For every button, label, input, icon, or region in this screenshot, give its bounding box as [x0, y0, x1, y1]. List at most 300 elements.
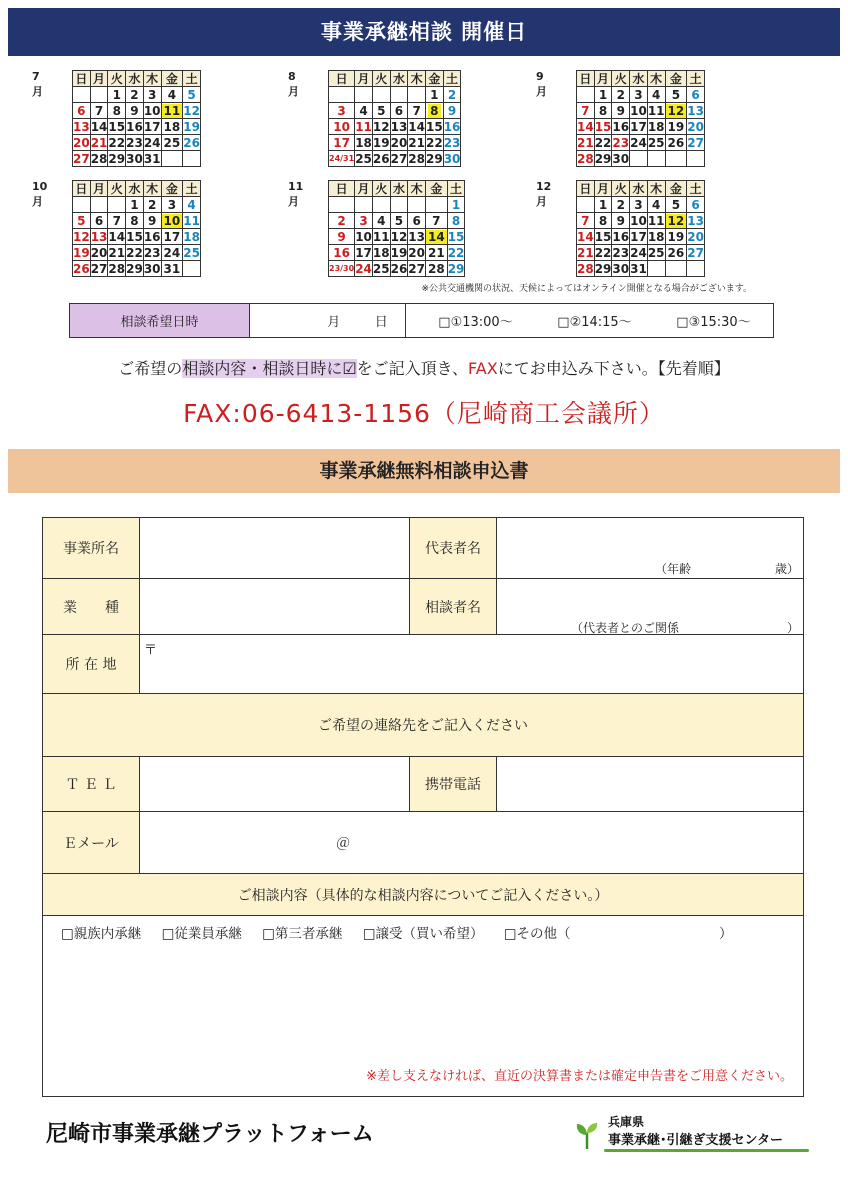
day-number: 27 [73, 151, 90, 166]
weekday-header: 月 [594, 71, 612, 87]
time-slot-3-checkbox[interactable]: □③15:30～ [676, 315, 751, 330]
calendar-day [443, 135, 461, 151]
day-number: 20 [390, 135, 408, 150]
calendar-day [73, 261, 91, 277]
day-number: 22 [108, 135, 126, 150]
calendar-day [426, 261, 448, 277]
time-slot-2-checkbox[interactable]: □②14:15～ [557, 315, 632, 330]
weekday-header: 火 [612, 181, 630, 197]
calendar-day [612, 103, 630, 119]
calendar-day [665, 229, 687, 245]
email-label: Ｅメール [43, 812, 140, 874]
calendar-day [612, 229, 630, 245]
calendar-day [73, 213, 91, 229]
calendar-day [90, 151, 108, 167]
weekday-header: 木 [647, 71, 665, 87]
day-number: 28 [577, 261, 594, 276]
weekday-header: 土 [687, 71, 705, 87]
weekday-header: 火 [372, 71, 390, 87]
day-number: 24 [630, 135, 647, 150]
document-note: ※差し支えなければ、直近の決算書または確定申告書をご用意ください。 [366, 1069, 793, 1084]
calendar-day [647, 261, 665, 277]
calendar-month-label: 7月 [32, 70, 43, 98]
office-name-input[interactable] [140, 518, 410, 579]
calendar-day [161, 119, 183, 135]
calendar-day [687, 151, 705, 167]
prefecture-name: 兵庫県 [608, 1115, 645, 1129]
calendar-day [447, 261, 465, 277]
calendar-day [577, 103, 595, 119]
calendar-day [108, 261, 126, 277]
day-number: 21 [577, 245, 594, 260]
calendar-day [143, 245, 161, 261]
calendar-day [126, 197, 144, 213]
calendar-day [372, 135, 390, 151]
day-number: 15 [594, 119, 612, 134]
weekday-header: 木 [143, 71, 161, 87]
day-number: 25 [355, 151, 372, 166]
calendar-day [108, 103, 126, 119]
calendar-day [355, 103, 373, 119]
office-name-label: 事業所名 [43, 518, 140, 579]
calendar-day [73, 197, 91, 213]
weekday-header: 日 [73, 181, 91, 197]
calendar-day [183, 151, 201, 167]
calendar-day [161, 213, 183, 229]
day-number: 12 [183, 103, 200, 118]
day-number: 23 [612, 135, 630, 150]
center-name: 事業承継･引継ぎ支援センター [608, 1133, 783, 1148]
mobile-input[interactable] [497, 757, 803, 812]
calendar-day [73, 245, 91, 261]
calendar-day [372, 197, 390, 213]
instruction-text-1: ご希望の [118, 359, 183, 378]
calendar-day [372, 119, 390, 135]
day-number: 1 [112, 87, 121, 102]
calendar-day [355, 261, 373, 277]
day-number: 19 [372, 135, 390, 150]
day-number: 26 [667, 245, 685, 260]
weekday-header: 日 [329, 71, 355, 87]
day-number: 22 [594, 245, 612, 260]
day-number: 3 [337, 103, 346, 118]
calendar-day [390, 119, 408, 135]
day-number: 13 [390, 119, 408, 134]
weekday-header: 月 [355, 71, 373, 87]
weekday-header: 日 [577, 181, 595, 197]
day-number: 1 [451, 197, 461, 212]
application-form [42, 517, 804, 1097]
tel-input[interactable] [140, 757, 410, 812]
day-number: 12 [390, 229, 408, 244]
preferred-date-field[interactable] [250, 304, 406, 337]
day-number: 2 [130, 87, 139, 102]
consultant-input[interactable] [497, 579, 803, 635]
industry-input[interactable] [140, 579, 410, 635]
calendar-day [183, 87, 201, 103]
calendar-day [594, 135, 612, 151]
calendar-day [687, 261, 705, 277]
weekday-header: 水 [126, 181, 144, 197]
calendar-day [594, 197, 612, 213]
weekday-header: 日 [329, 181, 355, 197]
instruction-text-3: にてお申込み下さい。【先着順】 [497, 359, 730, 378]
day-number: 6 [412, 213, 421, 228]
calendar-day [329, 119, 355, 135]
day-number: 9 [147, 213, 157, 228]
calendar-day [687, 87, 705, 103]
calendar-day [426, 151, 444, 167]
calendar-day [90, 119, 108, 135]
calendar-day [630, 135, 648, 151]
day-number: 21 [408, 135, 425, 150]
calendar-day [665, 87, 687, 103]
calendar-day [594, 87, 612, 103]
day-number: 7 [412, 103, 421, 118]
sprout-icon [574, 1121, 600, 1149]
calendar-day [408, 261, 426, 277]
calendar-grid [72, 180, 201, 277]
calendar-day [355, 87, 373, 103]
calendar-day [647, 135, 665, 151]
day-number: 26 [372, 151, 390, 166]
calendar-day [90, 229, 108, 245]
day-number: 16 [126, 119, 143, 134]
weekday-header: 木 [143, 181, 161, 197]
weekday-header: 木 [647, 181, 665, 197]
event-day-highlight: 12 [667, 103, 685, 118]
day-number: 16 [333, 245, 350, 260]
calendar-day [183, 229, 201, 245]
day-number: 5 [377, 103, 386, 118]
day-number: 29 [447, 261, 465, 276]
calendar-day [329, 213, 355, 229]
day-number: 12 [73, 229, 90, 244]
day-number: 4 [377, 213, 386, 228]
weekday-header: 金 [426, 71, 444, 87]
calendar-day [630, 229, 648, 245]
weekday-header: 金 [426, 181, 448, 197]
address-label: 所 在 地 [43, 635, 140, 694]
calendar-day [408, 245, 426, 261]
calendar-grid [328, 70, 461, 167]
calendar-day [329, 87, 355, 103]
calendar-month-label: 12月 [536, 180, 552, 208]
day-number: 9 [616, 213, 625, 228]
day-number: 26 [667, 135, 685, 150]
employee-succession-checkbox[interactable]: □従業員承継 [161, 926, 242, 942]
day-number: 16 [612, 229, 630, 244]
weekday-header: 水 [630, 181, 648, 197]
day-number: 30 [612, 261, 630, 276]
day-number: 23 [443, 135, 461, 150]
calendar-day [687, 245, 705, 261]
age-note: （年齢 歳） [654, 562, 799, 576]
calendar-day [390, 87, 408, 103]
calendar-day [408, 119, 426, 135]
calendar-note: ※公共交通機関の状況、天候によってはオンライン開催となる場合がございます。 [421, 284, 752, 294]
day-number: 6 [94, 213, 104, 228]
calendar-day [426, 87, 444, 103]
calendar-day [647, 245, 665, 261]
family-succession-checkbox[interactable]: □親族内承継 [61, 926, 142, 942]
day-number: 18 [355, 135, 372, 150]
calendar-day [443, 119, 461, 135]
day-number: 17 [143, 119, 161, 134]
calendar-day [372, 229, 390, 245]
calendar-day [426, 245, 448, 261]
calendar-grid [72, 70, 201, 167]
day-number: 11 [647, 103, 665, 118]
calendar-day [408, 135, 426, 151]
calendar-day [161, 197, 183, 213]
instruction-highlight: 相談内容・相談日時に☑ [182, 359, 357, 378]
acquisition-checkbox[interactable]: □譲受（買い希望） [362, 926, 484, 942]
day-number: 22 [126, 245, 143, 260]
calendar-day [594, 151, 612, 167]
calendar-day [90, 103, 108, 119]
day-number: 19 [667, 229, 685, 244]
weekday-header: 月 [90, 181, 108, 197]
day-number: 25 [163, 135, 181, 150]
calendar-day [630, 197, 648, 213]
day-number: 21 [108, 245, 126, 260]
calendar-day [647, 87, 665, 103]
day-number: 14 [408, 119, 425, 134]
weekday-header: 金 [161, 181, 183, 197]
day-number: 2 [447, 87, 457, 102]
day-number: 2 [616, 87, 625, 102]
calendar-day [687, 229, 705, 245]
weekday-header: 金 [665, 71, 687, 87]
calendar-grid [576, 70, 705, 167]
other-checkbox[interactable]: □その他（ ） [503, 926, 733, 942]
day-number: 27 [687, 245, 704, 260]
day-number: 1 [130, 197, 139, 212]
calendar-day [143, 213, 161, 229]
calendar-day [90, 87, 108, 103]
calendar-day [90, 213, 108, 229]
calendar-day [426, 197, 448, 213]
consultation-content-band: ご相談内容（具体的な相談内容についてご記入ください。） [43, 874, 803, 916]
day-number: 15 [447, 229, 465, 244]
representative-input[interactable] [497, 518, 803, 579]
calendar-day [73, 135, 91, 151]
day-number: 4 [187, 197, 196, 212]
relation-note: （代表者とのご関係 ） [570, 621, 799, 635]
day-number: 8 [598, 103, 608, 118]
weekday-header: 金 [161, 71, 183, 87]
weekday-header: 木 [408, 181, 426, 197]
time-slot-options [406, 311, 773, 330]
calendar-day [630, 87, 648, 103]
day-number: 20 [687, 119, 704, 134]
weekday-header: 月 [594, 181, 612, 197]
day-number: 23 [612, 245, 630, 260]
calendar-day [143, 87, 161, 103]
calendar-day [126, 229, 144, 245]
weekday-header: 水 [630, 71, 648, 87]
calendar-day [687, 213, 705, 229]
calendar-day [161, 135, 183, 151]
calendar-day [426, 119, 444, 135]
calendar-day [447, 213, 465, 229]
calendar-day [372, 213, 390, 229]
calendar-day [143, 135, 161, 151]
calendar-day [108, 245, 126, 261]
calendar-day [108, 151, 126, 167]
calendar-day [390, 261, 408, 277]
day-number: 5 [671, 197, 681, 212]
email-input[interactable] [140, 812, 803, 874]
calendar-day [577, 261, 595, 277]
calendar-day [372, 245, 390, 261]
weekday-header: 土 [183, 181, 201, 197]
weekday-header: 火 [612, 71, 630, 87]
day-number: 10 [630, 103, 647, 118]
day-number: 21 [428, 245, 445, 260]
calendar-day [612, 87, 630, 103]
calendar-day [183, 245, 201, 261]
day-number: 26 [390, 261, 408, 276]
day-number: 17 [333, 135, 350, 150]
day-number: 19 [667, 119, 685, 134]
mobile-label: 携帯電話 [410, 757, 497, 812]
day-number: 29 [594, 151, 612, 166]
day-number: 11 [355, 119, 372, 134]
day-number: 31 [163, 261, 181, 276]
day-number: 20 [90, 245, 108, 260]
calendar-day [126, 261, 144, 277]
calendar-day [390, 197, 408, 213]
day-number: 18 [647, 119, 665, 134]
calendar-day [161, 261, 183, 277]
calendar-day [143, 229, 161, 245]
calendar-day [665, 197, 687, 213]
calendar-day [143, 151, 161, 167]
weekday-header: 金 [665, 181, 687, 197]
calendar-day [372, 103, 390, 119]
weekday-header: 月 [90, 71, 108, 87]
calendar-day [408, 103, 426, 119]
calendar-day [443, 151, 461, 167]
calendar-day [355, 245, 373, 261]
calendar-day [612, 135, 630, 151]
calendar-day [443, 103, 461, 119]
day-number: 27 [90, 261, 108, 276]
day-number: 28 [108, 261, 126, 276]
day-number: 30 [143, 261, 161, 276]
preferred-datetime-box [69, 303, 774, 338]
calendar-day [372, 261, 390, 277]
calendar-day [126, 151, 144, 167]
month-unit: 月 [327, 315, 341, 330]
calendar-day [594, 245, 612, 261]
calendar-day [126, 87, 144, 103]
calendar-day [183, 213, 201, 229]
calendar-day [577, 87, 595, 103]
day-number: 7 [581, 103, 590, 118]
calendar-day [161, 87, 183, 103]
day-number: 15 [594, 229, 612, 244]
day-number: 29 [594, 261, 612, 276]
calendar-day [90, 197, 108, 213]
day-number: 20 [687, 229, 704, 244]
calendar-day [108, 229, 126, 245]
day-number: 30 [612, 151, 630, 166]
calendar-day [329, 197, 355, 213]
day-number: 18 [647, 229, 665, 244]
day-number: 3 [359, 213, 368, 228]
weekday-header: 土 [447, 181, 465, 197]
event-day-highlight: 12 [667, 213, 685, 228]
day-number: 27 [390, 151, 408, 166]
day-number: 27 [687, 135, 704, 150]
calendar-day [390, 135, 408, 151]
calendar-day [447, 197, 465, 213]
day-number: 5 [187, 87, 196, 102]
representative-label: 代表者名 [410, 518, 497, 579]
day-number: 6 [691, 197, 700, 212]
calendar-day [183, 135, 201, 151]
calendar-day [647, 103, 665, 119]
day-number: 26 [183, 135, 200, 150]
calendar-day [329, 135, 355, 151]
day-number: 6 [394, 103, 404, 118]
calendar-day [355, 213, 373, 229]
calendar-day [647, 229, 665, 245]
calendar-day [329, 151, 355, 167]
calendar-day [447, 245, 465, 261]
calendar-day [126, 135, 144, 151]
weekday-header: 土 [443, 71, 461, 87]
calendar-day [143, 103, 161, 119]
calendar-day [630, 245, 648, 261]
calendar-day [73, 87, 91, 103]
calendar-day [630, 213, 648, 229]
day-number: 21 [90, 135, 108, 150]
day-number: 8 [112, 103, 121, 118]
calendar-day [408, 213, 426, 229]
instruction-fax-word: FAX [468, 359, 498, 378]
calendar-day [577, 245, 595, 261]
calendar-day [183, 197, 201, 213]
day-number: 28 [408, 151, 425, 166]
time-slot-1-checkbox[interactable]: □①13:00～ [438, 315, 513, 330]
calendar-day [647, 151, 665, 167]
day-number: 13 [90, 229, 108, 244]
calendar-day [647, 213, 665, 229]
day-number: 14 [108, 229, 126, 244]
calendar-day [594, 119, 612, 135]
calendar-day [665, 119, 687, 135]
at-mark: ＠ [336, 835, 350, 852]
calendar-day [426, 103, 444, 119]
day-number: 7 [432, 213, 441, 228]
calendar-day [183, 119, 201, 135]
day-number: 7 [94, 103, 104, 118]
calendar-day [612, 213, 630, 229]
address-input[interactable] [140, 635, 803, 694]
third-party-succession-checkbox[interactable]: □第三者承継 [262, 926, 343, 942]
calendar-day [126, 245, 144, 261]
day-number: 2 [147, 197, 157, 212]
day-number: 23 [126, 135, 143, 150]
calendar-day [665, 151, 687, 167]
day-unit: 日 [374, 315, 388, 330]
schedule-banner: 事業承継相談 開催日 [8, 8, 840, 56]
weekday-header: 火 [108, 181, 126, 197]
